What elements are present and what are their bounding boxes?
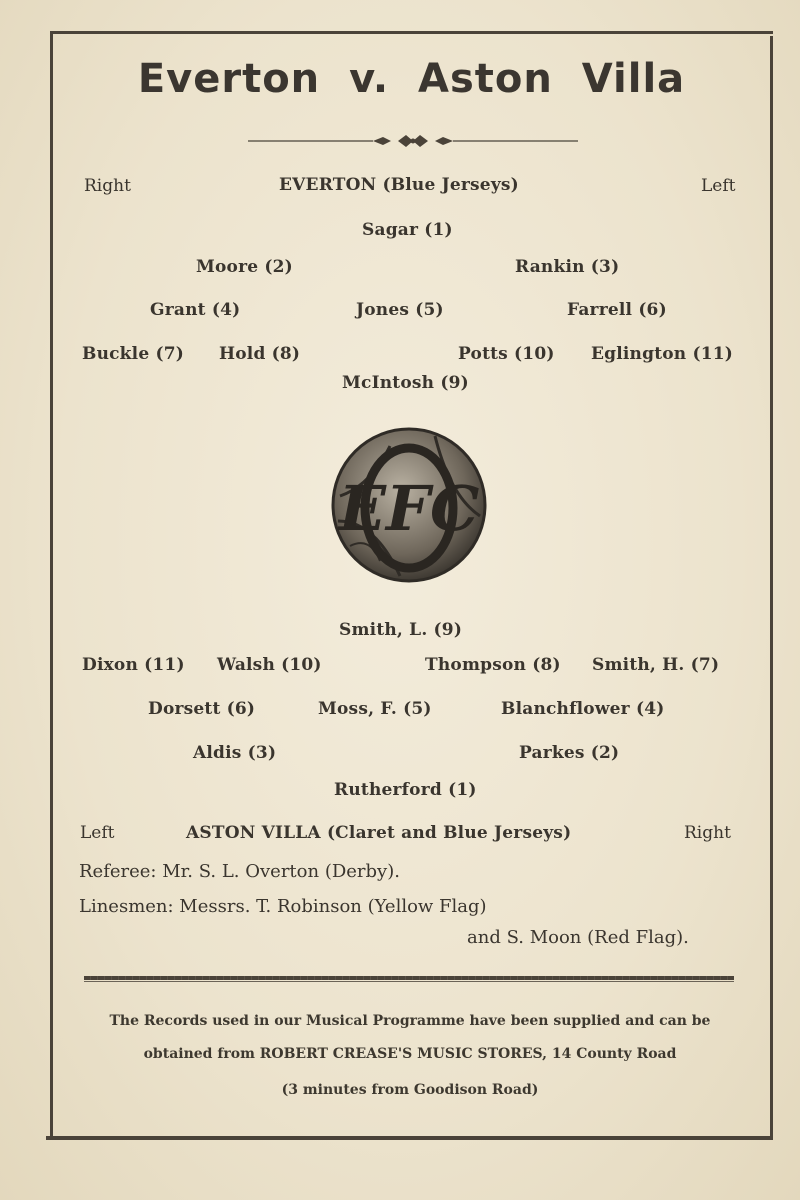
frame-top-border xyxy=(50,31,773,34)
footer-divider xyxy=(84,976,734,980)
footer-divider-thin xyxy=(84,981,734,982)
everton-centre-forward: McIntosh (9) xyxy=(342,373,469,393)
everton-back-left: Rankin (3) xyxy=(515,257,620,277)
villa-outside-left: Dixon (11) xyxy=(82,655,185,675)
villa-half-left: Dorsett (6) xyxy=(148,699,256,719)
everton-outside-left: Eglington (11) xyxy=(591,344,734,364)
villa-inside-left: Walsh (10) xyxy=(217,655,322,675)
everton-outside-right: Buckle (7) xyxy=(82,344,184,364)
footer-line-2: obtained from ROBERT CREASE'S MUSIC STORES, 14 County Road xyxy=(143,1046,677,1062)
villa-left-label: Left xyxy=(80,823,115,843)
everton-left-label: Left xyxy=(701,176,736,196)
linesmen-line-2: and S. Moon (Red Flag). xyxy=(467,927,689,948)
ornament-divider-icon xyxy=(248,131,578,151)
footer-line-1: The Records used in our Musical Programme have been supplied and can be xyxy=(109,1013,711,1029)
frame-bottom-border xyxy=(46,1136,773,1140)
referee-line: Referee: Mr. S. L. Overton (Derby). xyxy=(79,861,400,882)
crest-monogram: EFC xyxy=(338,472,480,545)
footer-line-3: (3 minutes from Goodison Road) xyxy=(281,1082,539,1098)
villa-right-label: Right xyxy=(684,823,731,843)
villa-inside-right: Thompson (8) xyxy=(425,655,561,675)
everton-right-label: Right xyxy=(84,176,131,196)
frame-left-border xyxy=(50,32,53,1140)
frame-right-border xyxy=(770,36,773,1138)
villa-goalkeeper: Rutherford (1) xyxy=(334,780,477,800)
villa-team-header: ASTON VILLA (Claret and Blue Jerseys) xyxy=(186,823,572,843)
everton-inside-right: Hold (8) xyxy=(219,344,301,364)
everton-team-header: EVERTON (Blue Jerseys) xyxy=(279,175,519,195)
everton-back-right: Moore (2) xyxy=(196,257,293,277)
villa-back-right: Parkes (2) xyxy=(519,743,620,763)
villa-centre-half: Moss, F. (5) xyxy=(318,699,432,719)
everton-half-right: Grant (4) xyxy=(150,300,241,320)
everton-inside-left: Potts (10) xyxy=(458,344,555,364)
club-crest-football-icon xyxy=(330,426,488,584)
villa-centre-forward: Smith, L. (9) xyxy=(339,620,463,640)
everton-half-left: Farrell (6) xyxy=(567,300,667,320)
villa-outside-right: Smith, H. (7) xyxy=(592,655,720,675)
match-title: Everton v. Aston Villa xyxy=(137,56,686,102)
everton-goalkeeper: Sagar (1) xyxy=(362,220,453,240)
everton-centre-half: Jones (5) xyxy=(356,300,444,320)
linesmen-line-1: Linesmen: Messrs. T. Robinson (Yellow Flag) xyxy=(79,896,487,917)
villa-back-left: Aldis (3) xyxy=(193,743,277,763)
villa-half-right: Blanchflower (4) xyxy=(501,699,665,719)
